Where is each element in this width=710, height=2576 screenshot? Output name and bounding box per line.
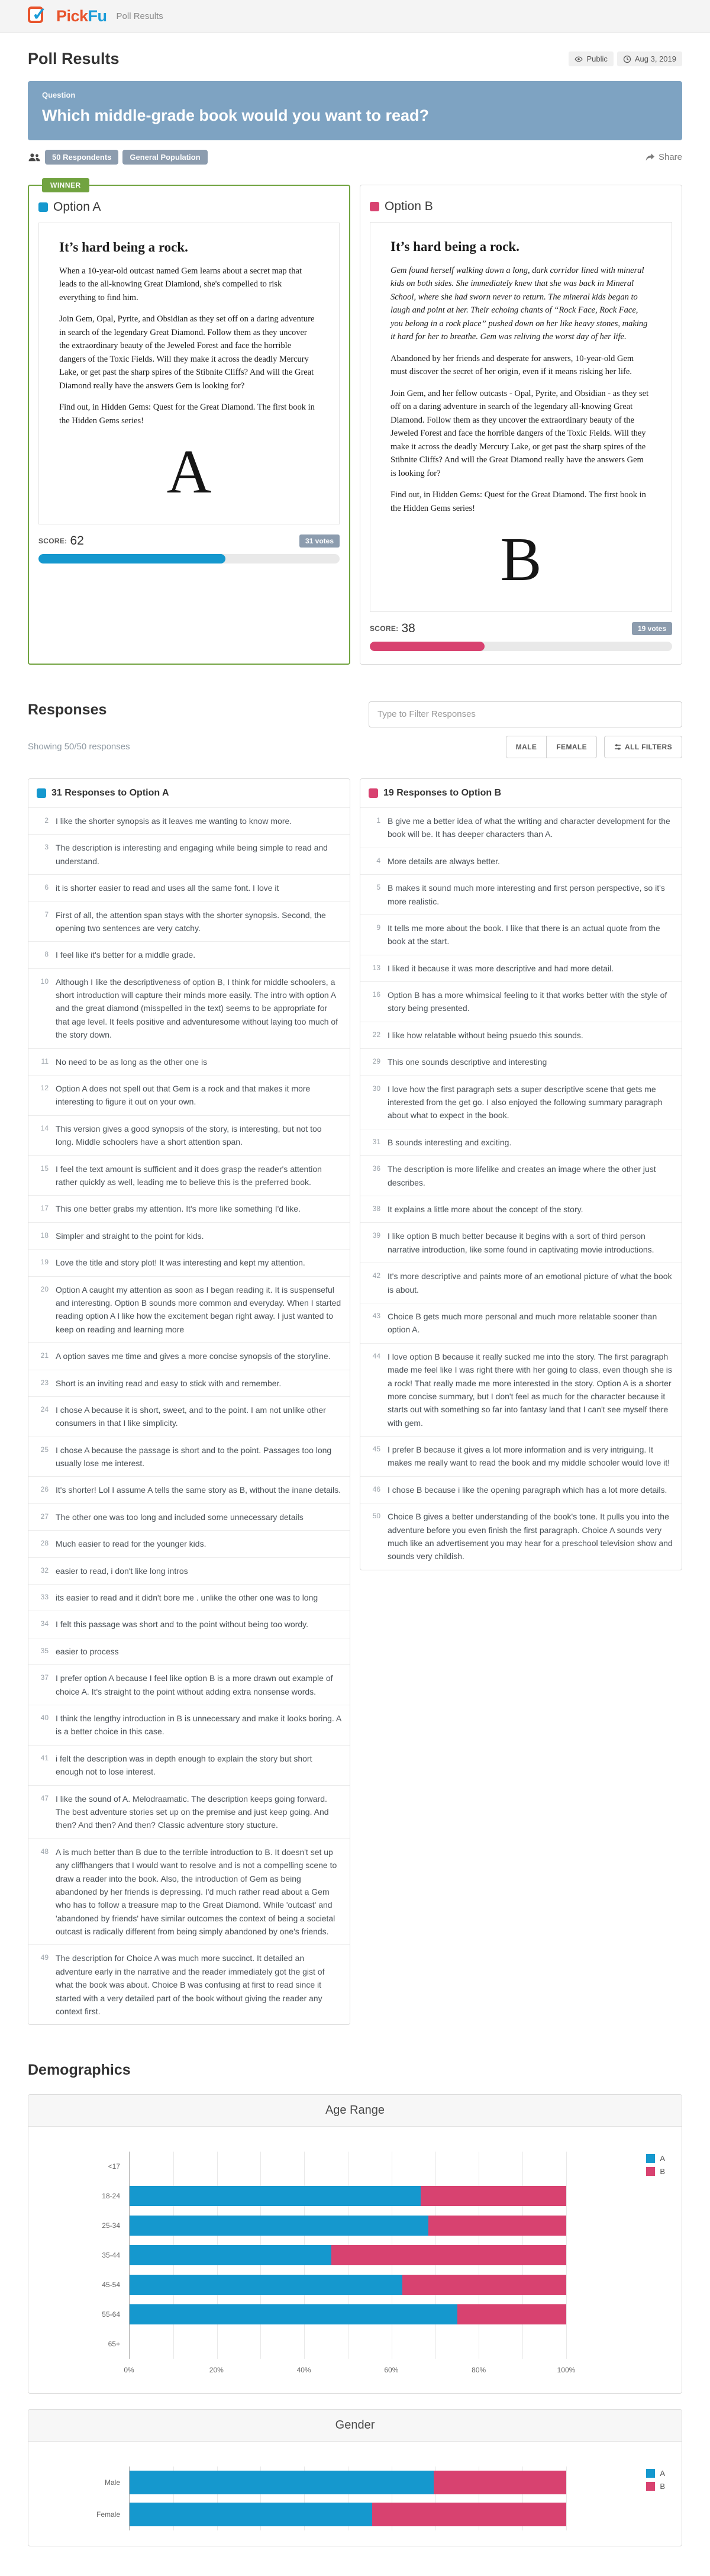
option-a-color-swatch (37, 788, 46, 798)
option-b-label: Option B (370, 199, 672, 214)
response-text: It tells me more about the book. I like that there is an actual quote from the book at the start. (388, 923, 660, 946)
response-text: A is much better than B due to the terrible introduction to B. It doesn't set up any cliffhangers that I would want to resolve and is not a compelling scene to draw a reader into the book. Also, the introduction of Gem as being abandoned by her friends is depressing. I'd much rather read about a Gem who has to follow a treasure map to the Great Diamond. While 'outcast' and 'abandoned by friends' have similar outcomes the context of being a societal outcast is radically different from being simply abandoned by one's friends. (56, 1847, 337, 1937)
response-text: It explains a little more about the concept of the story. (388, 1205, 583, 1214)
chart-row (96, 2498, 566, 2530)
response-number: 41 (40, 1753, 49, 1762)
book-paragraph: Join Gem, Opal, Pyrite, and Obsidian as they set off on a daring adventure in search of the legendary Great Diamond. Follow them as they uncover the extraordinary beauty of the Jeweled Forest and face the horrible dangers of the Toxic Fields. Will they make it across the deadly Mercury Lake, or get past the sharp spires of the Stibnite Cliffs? And will the Great Diamond really have the answers Gem is looking for? (59, 314, 315, 391)
response-text: it is shorter easier to read and uses all the same font. I love it (56, 883, 279, 893)
response-number: 25 (40, 1445, 49, 1454)
response-text: Option A does not spell out that Gem is a rock and that makes it more interesting to figure it out on your own. (56, 1084, 311, 1107)
legend-swatch (646, 2154, 655, 2163)
response-text: Love the title and story plot! It was interesting and kept my attention. (56, 1258, 305, 1268)
question-label: Question (42, 91, 76, 99)
book-paragraph: Find out, in Hidden Gems: Quest for the Great Diamond. The first book in the Hidden Gems series! (390, 490, 646, 513)
people-icon (28, 152, 41, 163)
x-axis-tick-label: 20% (209, 2366, 224, 2375)
response-text: First of all, the attention span stays with the shorter synopsis. Second, the opening two sentences are very catchy. (56, 910, 326, 933)
option-b-big-letter: B (500, 524, 542, 594)
share-button[interactable]: Share (646, 152, 682, 162)
response-number: 40 (40, 1713, 49, 1722)
bar-segment-a (130, 2216, 428, 2236)
response-number: 43 (372, 1311, 380, 1320)
response-text: B makes it sound much more interesting and first person perspective, so it's more realistic. (388, 883, 665, 906)
response-text: I felt this passage was short and to the point without being too wordy. (56, 1619, 308, 1630)
response-text: Option A caught my attention as soon as I began reading it. It is suspenseful and interesting. Option B sounds more common and everyday. When I started reading option A I like how the excitement began right away. I just wanted to keep on reading and learning more (56, 1284, 341, 1334)
response-number: 27 (40, 1512, 49, 1521)
chart-legend (646, 2469, 665, 2491)
response-row (360, 1476, 682, 1503)
legend-swatch (646, 2482, 655, 2491)
response-text: I prefer option A because I feel like option B is a more drawn out example of choice A. It's straight to the point without adding extra nonsense words. (56, 1673, 333, 1696)
response-text: B give me a better idea of what the writing and character development for the book will be. It has deeper characters than A. (388, 816, 670, 839)
response-text: its easier to read and it didn't bore me . unlike the other one was to long (56, 1593, 318, 1603)
option-b-votes-badge: 19 votes (632, 622, 672, 635)
book-paragraph: Abandoned by her friends and desperate for answers, 10-year-old Gem must discover the secret of her origin, even if it means risking her life. (390, 353, 634, 377)
age-range-chart (28, 2127, 682, 2393)
response-text: The description is more lifelike and creates an image where the other just describes. (388, 1164, 656, 1187)
response-text: I like how relatable without being psuedo this sounds. (388, 1030, 583, 1040)
response-text: Option B has a more whimsical feeling to it that works better with the style of story being presented. (388, 990, 667, 1013)
response-number: 6 (44, 883, 49, 892)
response-number: 48 (40, 1847, 49, 1856)
response-text: I chose A because it is short, sweet, and to the point. I am not unlike other consumers in that I like simplicity. (56, 1405, 326, 1428)
legend-item: A (646, 2469, 665, 2478)
response-row (28, 1276, 350, 1343)
response-row (360, 807, 682, 848)
clock-icon (623, 55, 631, 63)
response-row (28, 1705, 350, 1745)
option-a-label: Option A (38, 200, 340, 214)
option-b-score-bar (370, 642, 672, 651)
response-number: 36 (372, 1164, 380, 1173)
response-row (360, 1436, 682, 1476)
response-text: No need to be as long as the other one is (56, 1057, 208, 1067)
legend-item: A (646, 2154, 665, 2163)
age-range-chart-title: Age Range (28, 2095, 682, 2127)
bar-segment-a (130, 2275, 402, 2295)
responses-heading: Responses (28, 701, 107, 718)
response-row (28, 1222, 350, 1249)
response-row (28, 1584, 350, 1611)
response-text: Choice B gives a better understanding of the book's tone. It pulls you into the adventure before you even finish the first paragraph. Choice A sounds very much like an advertisement you may hear for a preschool television show and sounds very childish. (388, 1512, 673, 1561)
responses-option-a-header: 31 Responses to Option A (28, 779, 350, 807)
chart-category-label: <17 (108, 2162, 120, 2171)
book-paragraph: Gem found herself walking down a long, dark corridor lined with mineral kids on both sides. She immediately knew that she was back in Mineral School, where she had sworn never to return. The mineral kids began to laugh and point at her. Their echoing chants of “Rock Face, Rock Face, you belong in a rock place” pushed down on her like heavy stones, making it hard for her to breathe. Gem was reliving the worst day of her life. (390, 266, 648, 342)
bar-segment-a (130, 2245, 331, 2265)
response-number: 32 (40, 1566, 49, 1574)
option-b-book (370, 222, 672, 612)
response-text: I prefer B because it gives a lot more information and is very intriguing. It makes me really want to read the book and my middle schooler would love it! (388, 1445, 670, 1468)
option-b-score: 38 (401, 621, 415, 635)
response-row (360, 981, 682, 1022)
response-number: 34 (40, 1619, 49, 1628)
chart-category-label: 18-24 (102, 2192, 120, 2201)
option-b-card (360, 185, 682, 665)
score-label: SCORE: (38, 537, 67, 546)
x-axis-tick-label: 60% (384, 2366, 399, 2375)
response-row (360, 1503, 682, 1570)
response-row (360, 1129, 682, 1155)
bar-segment-b (434, 2471, 566, 2494)
response-number: 22 (372, 1030, 380, 1039)
response-number: 5 (376, 883, 380, 892)
bar-segment-a (130, 2503, 372, 2526)
bar-segment-b (421, 2186, 566, 2206)
responses-option-b-card (360, 778, 682, 1570)
response-number: 14 (40, 1123, 49, 1132)
respondents-badge: 50 Respondents (45, 150, 118, 165)
response-text: B sounds interesting and exciting. (388, 1137, 512, 1147)
response-number: 4 (376, 856, 380, 865)
response-text: I like option B much better because it begins with a sort of third person narrative introduction, like some found in captivating movie introductions. (388, 1231, 654, 1254)
response-row (28, 1048, 350, 1075)
score-label: SCORE: (370, 624, 399, 633)
response-row (360, 1196, 682, 1222)
date-badge: Aug 3, 2019 (617, 51, 682, 66)
response-number: 24 (40, 1405, 49, 1413)
response-row (360, 1155, 682, 1196)
response-number: 17 (40, 1204, 49, 1213)
response-row (28, 1476, 350, 1503)
response-row (28, 1503, 350, 1530)
response-text: I chose A because the passage is short and to the point. Passages too long usually lose me interest. (56, 1445, 332, 1469)
demographics-heading: Demographics (28, 2062, 131, 2079)
response-number: 1 (376, 816, 380, 825)
response-text: I like the shorter synopsis as it leaves me wanting to know more. (56, 816, 292, 826)
legend-swatch (646, 2469, 655, 2478)
response-number: 38 (372, 1205, 380, 1213)
response-row (360, 848, 682, 874)
chart-category-label: 55-64 (102, 2310, 120, 2319)
response-row (360, 1343, 682, 1436)
response-number: 37 (40, 1673, 49, 1682)
response-row (28, 1611, 350, 1637)
response-number: 39 (372, 1231, 380, 1240)
response-number: 19 (40, 1258, 49, 1267)
response-number: 16 (372, 990, 380, 999)
response-text: It's shorter! Lol I assume A tells the same story as B, without the inane details. (56, 1485, 341, 1495)
filter-responses-input[interactable] (369, 701, 682, 727)
chart-row (102, 2240, 566, 2270)
response-number: 11 (41, 1057, 49, 1065)
chart-plot-area (96, 2466, 566, 2530)
response-number: 44 (372, 1351, 380, 1360)
question-box (28, 81, 682, 140)
response-number: 12 (40, 1084, 49, 1093)
option-b-color-swatch (370, 202, 379, 211)
response-row (28, 1115, 350, 1155)
option-a-score-fill (38, 554, 225, 564)
response-text: Short is an inviting read and easy to stick with and remember. (56, 1378, 282, 1388)
response-row (28, 1944, 350, 2024)
chart-category-label: 25-34 (102, 2221, 120, 2230)
option-a-card (28, 181, 350, 665)
response-text: easier to read, i don't like long intros (56, 1566, 188, 1576)
response-text: I feel the text amount is sufficient and it does grasp the reader's attention rather quickly as well, leading me to believe this is the preferred book. (56, 1164, 322, 1187)
bar-segment-b (331, 2245, 566, 2265)
response-text: It's more descriptive and paints more of an emotional picture of what the book is about. (388, 1271, 672, 1295)
response-row (28, 1249, 350, 1276)
responses-option-a-card (28, 778, 350, 2025)
response-row (28, 874, 350, 901)
chart-row (102, 2211, 566, 2240)
sliders-icon (614, 743, 621, 751)
response-number: 7 (44, 910, 49, 919)
showing-count-text: Showing 50/50 responses (28, 742, 130, 752)
response-row (28, 1396, 350, 1437)
pickfu-logo-icon: ✓ (28, 5, 50, 28)
option-a-color-swatch (38, 202, 48, 212)
option-a-score-bar (38, 554, 340, 564)
chart-row (102, 2300, 566, 2329)
response-row (360, 915, 682, 955)
response-number: 28 (40, 1539, 49, 1548)
visibility-badge: Public (569, 51, 613, 66)
all-filters-button[interactable]: ALL FILTERS (604, 736, 682, 758)
bar-segment-a (130, 2304, 457, 2324)
response-number: 13 (372, 963, 380, 972)
book-title: It’s hard being a rock. (59, 240, 188, 255)
response-number: 15 (40, 1164, 49, 1173)
chart-x-axis (124, 2362, 576, 2378)
response-text: More details are always better. (388, 856, 500, 866)
chart-plot-area (102, 2152, 566, 2359)
response-row (28, 1557, 350, 1584)
response-row (28, 1785, 350, 1838)
response-row (28, 834, 350, 874)
response-text: I think the lengthy introduction in B is unnecessary and make it looks boring. A is a better choice in this case. (56, 1713, 341, 1737)
response-row (28, 1530, 350, 1557)
response-row (28, 1155, 350, 1196)
x-axis-tick-label: 0% (124, 2366, 134, 2375)
responses-option-b-header: 19 Responses to Option B (360, 779, 682, 807)
response-number: 2 (44, 816, 49, 825)
response-number: 30 (372, 1084, 380, 1093)
response-row (360, 1022, 682, 1048)
response-text: The description is interesting and engaging while being simple to read and understand. (56, 843, 328, 866)
share-icon (646, 153, 655, 162)
chart-row (102, 2270, 566, 2300)
x-axis-tick-label: 80% (472, 2366, 486, 2375)
bar-segment-a (130, 2471, 434, 2494)
chart-legend (646, 2154, 665, 2176)
option-b-color-swatch (369, 788, 378, 798)
response-row (360, 955, 682, 981)
question-text: Which middle-grade book would you want to read? (42, 107, 430, 124)
option-a-book (38, 223, 340, 524)
option-a-score: 62 (70, 534, 84, 548)
response-row (28, 968, 350, 1048)
bar-segment-b (457, 2304, 567, 2324)
response-text: Simpler and straight to the point for kids. (56, 1231, 204, 1241)
winner-badge: WINNER (42, 178, 89, 192)
response-text: I love how the first paragraph sets a super descriptive scene that gets me interested from the get go. I also enjoyed the following summary paragraph about what to expect in the book. (388, 1084, 663, 1120)
book-paragraph: Join Gem, and her fellow outcasts - Opal, Pyrite, and Obsidian - as they set off on a daring adventure in search of the legendary all-knowing Great Diamond. Follow them as they uncover the extraordinary beauty of the Jeweled Forest and face the horrible dangers of the Toxic Fields. Will they make it across the deadly Mercury Lake, or get past the sharp spires of the Stibnite Cliffs? And will the Great Diamond really have the answers Gem is looking for? (390, 388, 649, 478)
response-row (360, 1048, 682, 1075)
response-text: i felt the description was in depth enough to explain the story but short enough not to lose interest. (56, 1753, 312, 1777)
response-row (28, 1342, 350, 1369)
response-text: I chose B because i like the opening paragraph which has a lot more details. (388, 1485, 667, 1495)
chart-row (104, 2466, 566, 2498)
response-text: This version gives a good synopsis of the story, is interesting, but not too long. Middle schoolers have a short attention span. (56, 1123, 322, 1147)
chart-row (108, 2152, 566, 2181)
book-title: It’s hard being a rock. (390, 239, 519, 254)
response-number: 3 (44, 843, 49, 852)
response-text: The description for Choice A was much more succinct. It detailed an adventure early in the narrative and the reader immediately got the gist of what the book was about. Choice B was confusing at first to read since it started with a very detailed part of the book without giving the reader any context first. (56, 1953, 325, 2017)
response-number: 21 (40, 1351, 49, 1360)
response-number: 31 (372, 1137, 380, 1146)
response-row (360, 1303, 682, 1343)
response-text: easier to process (56, 1646, 119, 1656)
x-axis-tick-label: 100% (557, 2366, 576, 2375)
bar-segment-a (130, 2186, 421, 2206)
male-filter-button[interactable]: MALE (506, 736, 547, 758)
population-badge: General Population (122, 150, 207, 165)
response-number: 45 (372, 1445, 380, 1454)
response-number: 35 (40, 1646, 49, 1655)
gender-chart (28, 2442, 682, 2546)
header-subtitle: Poll Results (116, 11, 163, 21)
gender-chart-card (28, 2409, 682, 2546)
response-number: 20 (40, 1284, 49, 1293)
response-text: Choice B gets much more personal and much more relatable sooner than option A. (388, 1311, 657, 1335)
bar-segment-b (372, 2503, 566, 2526)
response-text: I feel like it's better for a middle grade. (56, 950, 196, 960)
chart-row (102, 2181, 566, 2211)
legend-swatch (646, 2167, 655, 2176)
response-row (28, 941, 350, 968)
gender-chart-title: Gender (28, 2410, 682, 2442)
response-row (360, 1222, 682, 1263)
response-row (28, 1370, 350, 1396)
response-number: 46 (372, 1485, 380, 1493)
chart-row (108, 2329, 566, 2359)
chart-category-label: Female (96, 2510, 120, 2519)
response-row (28, 807, 350, 834)
bar-segment-b (428, 2216, 566, 2236)
eye-icon (575, 55, 583, 63)
response-row (28, 1437, 350, 1477)
response-row (360, 1263, 682, 1303)
response-text: The other one was too long and included some unnecessary details (56, 1512, 304, 1522)
response-number: 23 (40, 1378, 49, 1387)
female-filter-button[interactable]: FEMALE (546, 736, 597, 758)
response-text: I like the sound of A. Melodraamatic. The description keeps going forward. The best adventure stories set up on the premise and just keep going. And then? And then? And then? Classic adventure story stucture. (56, 1793, 329, 1830)
chart-category-label: 35-44 (102, 2251, 120, 2260)
response-text: I love option B because it really sucked me into the story. The first paragraph made me feel like I was right there with her going to class, even though she is a rock! That really made me more interested in the story. Option A is a shorter more concise summary, but I don't feel as much for the character because it starts out with something so far into fantasy land that I can't see myself there with gem. (388, 1351, 672, 1428)
app-header (0, 0, 710, 33)
response-number: 50 (372, 1512, 380, 1521)
response-number: 18 (40, 1231, 49, 1239)
option-a-big-letter: A (166, 437, 212, 507)
response-number: 9 (376, 923, 380, 932)
response-row (360, 874, 682, 915)
response-number: 26 (40, 1485, 49, 1494)
response-text: Although I like the descriptiveness of option B, I think for middle schoolers, a short introduction will capture their minds more easily. The intro with option A and the great diamond (misspelled in the text) seems to be appropriate for that age level. It feels positive and adventuresome without laying too much of the story down. (56, 977, 338, 1040)
response-text: This one better grabs my attention. It's more like something I'd like. (56, 1204, 301, 1214)
response-number: 42 (372, 1271, 380, 1280)
response-number: 33 (40, 1593, 49, 1602)
pickfu-logo-text[interactable]: PickFu (56, 7, 107, 25)
response-text: This one sounds descriptive and interesting (388, 1057, 547, 1067)
response-text: Much easier to read for the younger kids. (56, 1539, 206, 1549)
response-text: I liked it because it was more descriptive and had more detail. (388, 963, 614, 973)
chart-category-label: 45-54 (102, 2281, 120, 2290)
response-number: 8 (44, 950, 49, 959)
book-paragraph: When a 10-year-old outcast named Gem learns about a secret map that leads to the all-knowing Great Diamiond, she's compelled to risk everything to find him. (59, 266, 302, 302)
book-paragraph: Find out, in Hidden Gems: Quest for the Great Diamond. The first book in the Hidden Gems series! (59, 402, 315, 426)
response-row (28, 901, 350, 942)
x-axis-tick-label: 40% (296, 2366, 311, 2375)
age-range-chart-card (28, 2094, 682, 2394)
option-b-score-fill (370, 642, 485, 651)
legend-item: B (646, 2167, 665, 2176)
response-number: 47 (40, 1793, 49, 1802)
legend-item: B (646, 2482, 665, 2491)
response-row (28, 1664, 350, 1705)
bar-segment-b (402, 2275, 566, 2295)
response-row (28, 1075, 350, 1115)
page-title: Poll Results (28, 50, 120, 67)
response-number: 29 (372, 1057, 380, 1066)
chart-category-label: 65+ (108, 2340, 120, 2349)
response-number: 49 (40, 1953, 49, 1962)
response-row (28, 1638, 350, 1664)
response-text: A option saves me time and gives a more concise synopsis of the storyline. (56, 1351, 331, 1361)
response-row (28, 1745, 350, 1785)
response-row (28, 1195, 350, 1222)
option-a-votes-badge: 31 votes (299, 534, 340, 548)
response-row (360, 1076, 682, 1129)
chart-category-label: Male (104, 2478, 120, 2487)
response-number: 10 (40, 977, 49, 986)
response-row (28, 1838, 350, 1945)
